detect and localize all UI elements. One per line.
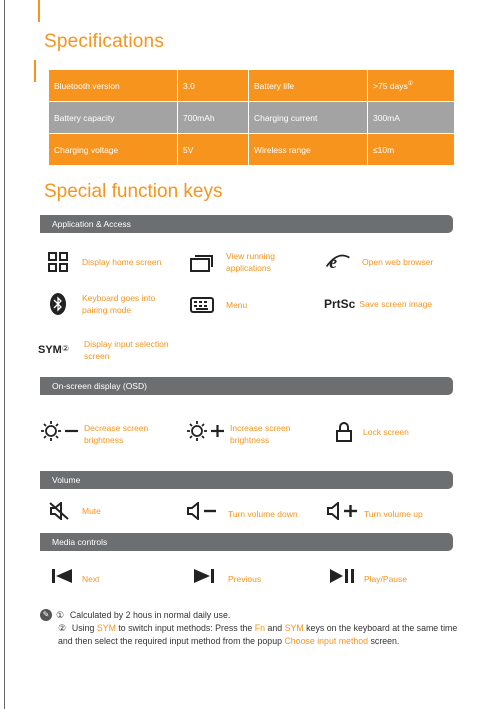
pairing-item [44, 292, 155, 316]
previous-label: Previous [228, 573, 262, 584]
web-browser-item [324, 251, 433, 273]
svg-text:e: e [329, 252, 338, 273]
sym-highlight: SYM [284, 623, 304, 633]
section-media: Media controls [40, 533, 453, 551]
decrease-brightness-label: Decrease screen brightness [84, 422, 149, 445]
volume-up-label: Turn volume up [364, 508, 423, 519]
save-screen-label: Save screen image [359, 299, 433, 309]
top-accent-line [38, 0, 40, 22]
special-keys-title: Special function keys [44, 181, 223, 202]
footnote-1-mark: ① [56, 610, 64, 620]
play-pause-label: Play/Pause [364, 573, 407, 584]
footnote-2-text: to switch input methods: Press the [115, 623, 255, 633]
spec-label: Bluetooth version [49, 70, 178, 102]
next-icon [52, 569, 74, 588]
footnote-2-text: Using [71, 623, 97, 633]
spec-value [368, 70, 455, 102]
spec-value: ≤10m [368, 134, 455, 166]
input-selection-item [38, 338, 169, 362]
pairing-label: Keyboard goes into pairing mode [82, 293, 156, 315]
menu-keyboard-icon [188, 297, 216, 313]
brightness-up-icon [186, 420, 226, 447]
specifications-table [48, 69, 455, 166]
spec-value: 300mA [368, 102, 455, 134]
footnote-2 [40, 622, 460, 648]
volume-down-item [186, 502, 298, 525]
bluetooth-icon [44, 293, 72, 315]
previous-icon [194, 569, 216, 588]
spec-value: 700mAh [178, 102, 249, 134]
next-label: Next [82, 573, 100, 584]
previous-item [194, 569, 261, 588]
brightness-down-icon [40, 420, 80, 447]
running-apps-label: View running applications [226, 251, 275, 273]
spec-label: Wireless range [249, 134, 368, 166]
footnotes [40, 609, 460, 648]
sym-highlight: SYM [96, 623, 116, 633]
footnote-2-text: keys on the keyboard at the same time and then select the required input method from the popup [58, 623, 458, 646]
decrease-brightness-item [40, 420, 148, 447]
spec-label: Charging voltage [49, 134, 178, 166]
home-grid-icon [44, 252, 72, 272]
volume-up-icon [326, 502, 360, 525]
sym-icon: SYM② [38, 344, 70, 356]
spec-label: Battery capacity [49, 102, 178, 134]
spec-row [49, 134, 455, 166]
increase-brightness-item [186, 420, 290, 447]
spec-value: 3.0 [178, 70, 249, 102]
section-app-access: Application & Access [40, 215, 453, 233]
section-osd: On-screen display (OSD) [40, 377, 453, 395]
lock-screen-label: Lock screen [363, 427, 409, 437]
choose-input-highlight: Choose input method [284, 636, 369, 646]
footnote-1 [40, 609, 460, 622]
spec-row [49, 102, 455, 134]
footnote-2-text: and [265, 623, 285, 633]
home-screen-item [44, 252, 161, 272]
footnote-1-text: Calculated by 2 hous in normal daily use. [69, 610, 231, 620]
save-screen-item [324, 297, 432, 311]
play-pause-item [330, 569, 407, 588]
page-border [4, 0, 5, 709]
volume-up-item [326, 502, 423, 525]
section-volume: Volume [40, 471, 453, 489]
volume-down-icon [186, 502, 220, 525]
running-apps-icon [188, 252, 216, 272]
footnote-mark: ① [407, 81, 414, 88]
lock-screen-item [333, 422, 409, 442]
lock-icon [333, 422, 355, 442]
spec-label: Battery life [249, 70, 368, 102]
note-pencil-icon: ✎ [40, 609, 52, 621]
spec-label: Charging current [249, 102, 368, 134]
increase-brightness-label: Increase screen brightness [230, 422, 291, 445]
mute-icon [48, 502, 70, 520]
menu-label: Menu [226, 300, 248, 310]
mute-item [48, 502, 101, 520]
mute-label: Mute [82, 506, 101, 516]
web-browser-label: Open web browser [362, 257, 434, 267]
volume-down-label: Turn volume down [228, 508, 298, 519]
footnote-2-text: screen. [368, 636, 400, 646]
footnote-2-mark: ② [58, 623, 66, 633]
running-apps-item [188, 250, 275, 274]
next-item [52, 569, 99, 588]
input-selection-label: Display input selection screen [84, 339, 169, 361]
specifications-title: Specifications [44, 31, 165, 52]
home-screen-label: Display home screen [82, 257, 162, 267]
battery-life-value: >75 days [373, 80, 408, 91]
fn-highlight: Fn [254, 623, 266, 633]
play-pause-icon [330, 569, 356, 588]
prtsc-icon: PrtSc [324, 297, 356, 311]
web-browser-icon [324, 251, 352, 273]
spec-accent-line [34, 60, 36, 82]
spec-value: 5V [178, 134, 249, 166]
menu-item [188, 297, 247, 313]
spec-row [49, 70, 455, 102]
